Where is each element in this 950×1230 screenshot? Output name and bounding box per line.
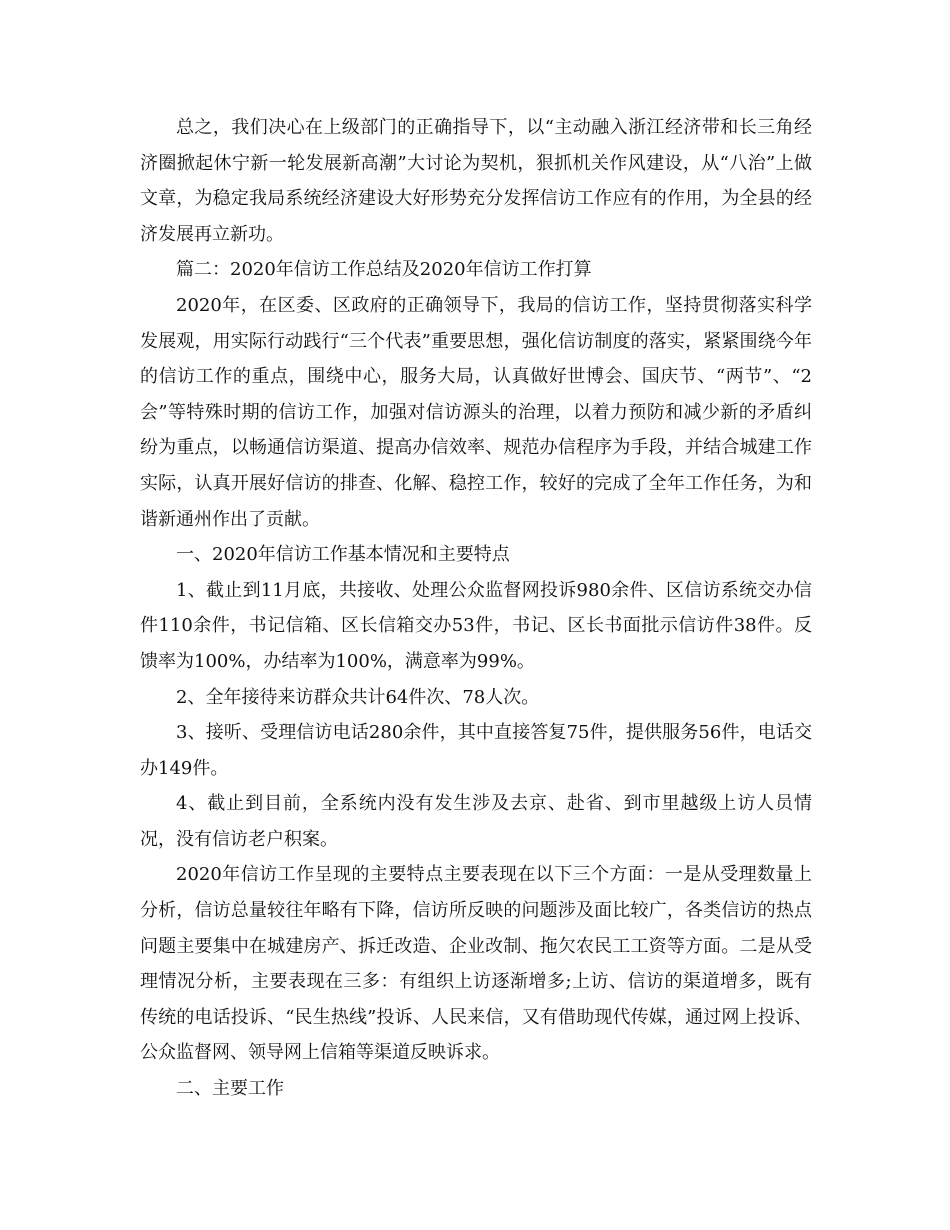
document-body xyxy=(140,110,812,1107)
paragraph-item-3: 3、接听、受理信访电话280余件，其中直接答复75件，提供服务56件，电话交办149件。 xyxy=(140,722,812,779)
heading-basic-situation: 一、2020年信访工作基本情况和主要特点 xyxy=(176,544,510,566)
paragraph-main-features: 2020年信访工作呈现的主要特点主要表现在以下三个方面：一是从受理数量上分析，信访总量较往年略有下降，信访所反映的问题涉及面比较广，各类信访的热点问题主要集中在城建房产、拆迁改造、企业改制、拖欠农民工工资等方面。二是从受理情况分析，主要表现在三多：有组织上访逐渐增多;上访、信访的渠道增多，既有传统的电话投诉、“民生热线”投诉、人民来信，又有借助现代传媒，通过网上投诉、公众监督网、领导网上信箱等渠道反映诉求。 xyxy=(140,864,812,1064)
paragraph-item-1: 1、截止到11月底，共接收、处理公众监督网投诉980余件、区信访系统交办信件110余件，书记信箱、区长信箱交办53件，书记、区长书面批示信访件38件。反馈率为100%，办结率为100%，满意率为99%。 xyxy=(140,579,812,672)
paragraph-conclusion: 总之，我们决心在上级部门的正确指导下，以“主动融入浙江经济带和长三角经济圈掀起休宁新一轮发展新高潮”大讨论为契机，狠抓机关作风建设，从“八治”上做文章，为稳定我局系统经济建设大好形势充分发挥信访工作应有的作用，为全县的经济发展再立新功。 xyxy=(140,117,812,245)
paragraph-item-2: 2、全年接待来访群众共计64件次、78人次。 xyxy=(176,686,540,708)
section-title-part-two: 篇二：2020年信访工作总结及2020年信访工作打算 xyxy=(176,259,592,281)
paragraph-item-4: 4、截止到目前，全系统内没有发生涉及去京、赴省、到市里越级上访人员情况，没有信访老户积案。 xyxy=(140,793,812,850)
paragraph-intro: 2020年，在区委、区政府的正确领导下，我局的信访工作，坚持贯彻落实科学发展观，用实际行动践行“三个代表”重要思想，强化信访制度的落实，紧紧围绕今年的信访工作的重点，围绕中心，服务大局，认真做好世博会、国庆节、“两节”、“2会”等特殊时期的信访工作，加强对信访源头的治理，以着力预防和减少新的矛盾纠纷为重点，以畅通信访渠道、提高办信效率、规范办信程序为手段，并结合城建工作实际，认真开展好信访的排查、化解、稳控工作，较好的完成了全年工作任务，为和谐新通州作出了贡献。 xyxy=(140,294,812,530)
heading-main-work: 二、主要工作 xyxy=(176,1078,284,1100)
